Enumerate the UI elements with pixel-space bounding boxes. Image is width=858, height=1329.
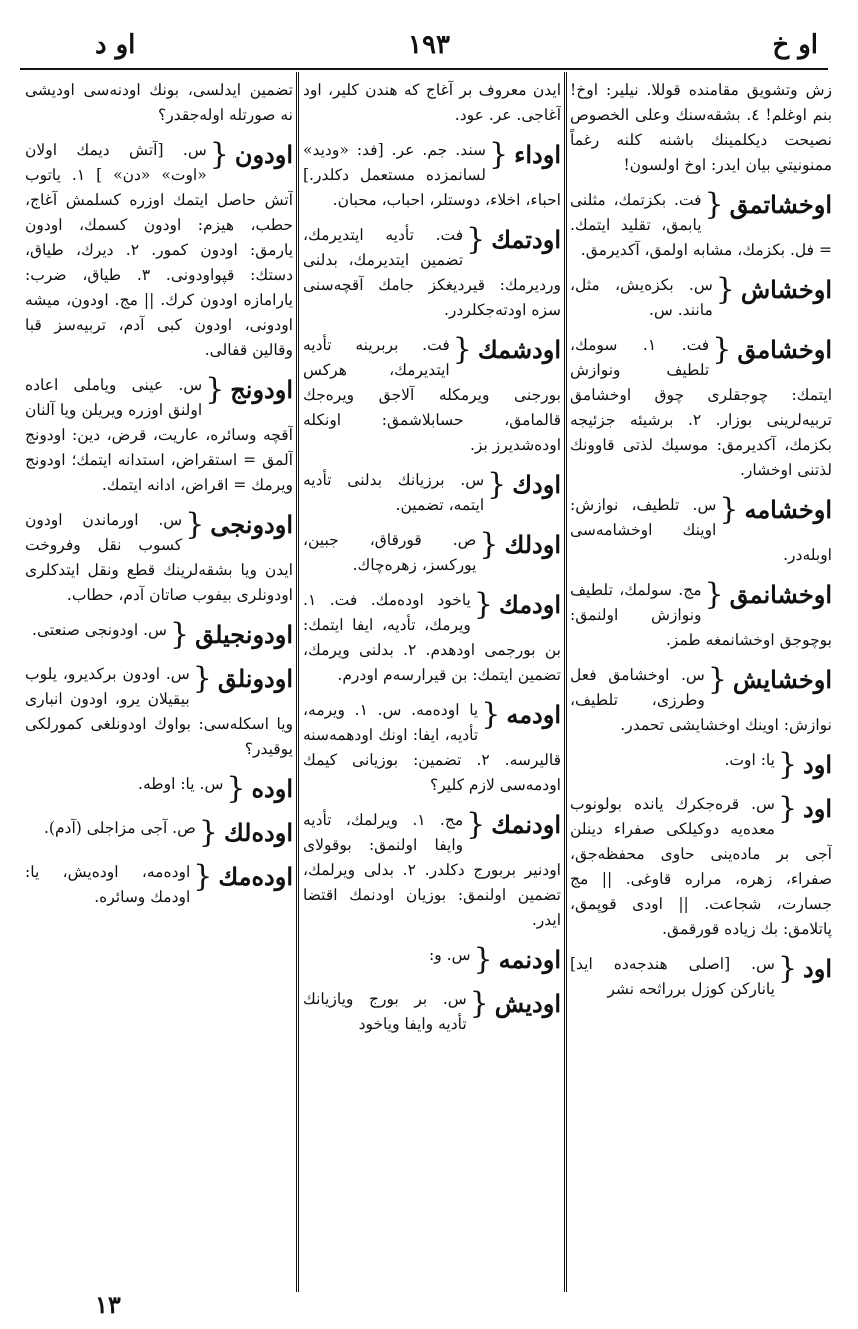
entry-brace: { — [466, 223, 486, 257]
header-right-guideword: او خ — [772, 30, 818, 60]
entry-definition: اوده‌مه، اوده‌يش، يا: اودمك وسائره. — [25, 863, 191, 906]
header-page-number: ١٩٣ — [408, 30, 450, 60]
entry-definition: ايدن معروف بر آغاج كه هندن كلير، اود آغاجى. عر. عود. — [303, 81, 561, 124]
column-middle — [303, 78, 561, 1279]
header-left-guideword: او د — [95, 30, 136, 60]
entry-definition: س. اورماندن اودون كسوب نقل وفروخت ايدن ويا بشقه‌لرينك قطع ونقل ايتدكلرى اودونلرى بيفوب صاتان آدم، حطاب. — [25, 511, 293, 604]
entry-headword: اوخشامق — [737, 335, 832, 364]
entry-definition: سند. جم. عر. [فد: «وديد» لسانمزده مستعمل دكلدر.] احباء، اخلاء، دوستلر، احباب، محبان. — [303, 141, 561, 209]
entry-definition: فت. تأديه ايتديرمك، تضمين ايتديرمك، بدلنى ورديرمك: قيرديغكز جامك آقچه‌سنى سزه اودته‌جكلردر. — [303, 226, 561, 319]
dictionary-entry — [570, 273, 832, 323]
entry-brace: { — [707, 663, 727, 697]
entry-definition: يا اوده‌مه. س. ١. ويرمه، تأديه، ايفا: اونك اودهمه‌سنه قاليرسه. ٢. تضمين: بوزيانى كيمك اودمه‌سى لازم كلير؟ — [303, 701, 561, 794]
entry-brace: { — [777, 748, 798, 782]
header-rule — [20, 68, 828, 70]
entry-brace: { — [704, 188, 724, 222]
dictionary-entry — [303, 943, 561, 977]
dictionary-entry — [570, 493, 832, 568]
entry-brace: { — [185, 508, 205, 542]
entry-headword: اودنمك — [491, 810, 561, 839]
entry-brace: { — [473, 943, 493, 977]
entry-definition: س. [آتش ديمك اولان «اوت» «دن» ] ١. ياتوب آتش حاصل ايتمك اوزره كسلمش آغاج، حطب، هيزم: اودون كسمك، اودون يارمق: اودون كمور. ٢. ديرك، طياق، دستك: قپواودونى. ٣. طياق، ضرب: يارامازه اودون كرك. || مج. اودون، ميشه اودونى، اودون كبى آدم، تربيه‌سز قبا وقالين قفالى. — [25, 141, 293, 359]
entry-brace: { — [205, 373, 225, 407]
dictionary-entry — [303, 808, 561, 933]
entry-headword: اوخشايش — [732, 665, 832, 694]
entry-headword: اوخشاتمق — [729, 190, 832, 219]
entry-definition: س. قره‌جكرك يانده بولونوب معده‌يه دوكيلكى صفراء دينلن آجى بر ماده‌ينى حاوى محفظه‌جق، صفراء، زهره، مراره قاوغى. || مج جسارت، شجاعت. || اودى قوپمق، پاتلامق: بك زياده قورقمق. — [570, 795, 832, 938]
dictionary-entry — [303, 138, 561, 213]
dictionary-entry — [25, 772, 293, 806]
entry-headword: اودونجيلق — [195, 620, 293, 649]
entry-headword: اودك — [512, 470, 561, 499]
dictionary-entry — [25, 78, 293, 128]
entry-definition: ص. قورقاق، جبين، يوركسز، زهره‌چاك. — [303, 531, 477, 574]
entry-brace: { — [192, 662, 212, 696]
entry-definition: س. اودون بركديرو، يلوب بيقيلان يرو، اودون انبارى ويا اسكله‌سى: بواوك اودونلغى كمورلكى يوقيدر؟ — [25, 665, 293, 758]
entry-headword: اودمه — [506, 700, 561, 729]
entry-headword: اوده‌مك — [218, 862, 293, 891]
entry-definition: تضمين ايدلسى، بونك اودنه‌سى اوديشى نه صورتله اوله‌جقدر؟ — [25, 81, 293, 124]
entry-definition: مج. ١. ويرلمك، تأديه وايفا اولنمق: بوقولاى اودنير بربورج دكلدر. ٢. بدلى ويرلمك، تضمين اولنمق: بوزيان اودنمك اقتضا ايدر. — [303, 811, 561, 929]
entry-headword: اودونلق — [217, 664, 293, 693]
entry-headword: اودونج — [230, 375, 293, 404]
entry-brace: { — [226, 772, 246, 806]
dictionary-entry — [570, 748, 832, 782]
entry-brace: { — [489, 138, 509, 172]
dictionary-entry — [25, 508, 293, 608]
entry-headword: اودمك — [498, 590, 561, 619]
dictionary-entry — [570, 663, 832, 738]
entry-brace: { — [777, 792, 798, 826]
dictionary-entry — [303, 468, 561, 518]
entry-headword: اودنمه — [498, 945, 561, 974]
entry-definition: س. [اصلى هندجه‌ده ايد] ياناركن كوزل برراثحه نشر — [570, 955, 775, 998]
entry-headword: اودتمك — [491, 225, 561, 254]
dictionary-entry — [570, 952, 832, 1002]
dictionary-entry — [303, 698, 561, 798]
entry-headword: اوداء — [514, 140, 561, 169]
entry-definition: س. و: — [429, 946, 471, 964]
entry-definition: فت. ١. سومك، تلطيف ونوازش ايتمك: چوجقلرى چوق اوخشامق تربيه‌لرينى بوزار. ٢. برشيئه جزئيجه بكزمك، آكديرمق: موسيك لذتى قاوونك لذتنى اوخشار. — [570, 336, 832, 479]
entry-definition: فت. بربرينه تأديه ايتديرمك، هركس بورجنى ويرمكله آلاجق ويره‌جك قالمامق، حسابلاشمق: اونكله اوده‌شديرز بز. — [303, 336, 561, 454]
entry-definition: س. اوخشامق فعل وطرزى، تلطيف، نوازش: اوينك اوخشايشى تحمدر. — [570, 666, 832, 734]
entry-headword: اوخشانمق — [729, 580, 832, 609]
entry-definition: مج. سولمك، تلطيف ونوازش اولنمق: بوچوجق اوخشانمغه طمز. — [570, 581, 832, 649]
entry-definition: فت. بكزتمك، مثلنى يابمق، تقليد ايتمك. = فل. بكزمك، مشابه اولمق، آكديرمق. — [570, 191, 832, 259]
entry-headword: اودون — [234, 140, 293, 169]
entry-definition: زش وتشويق مقامنده قوللا. نيلير: اوخ! بنم اوغلم! ٤. بشقه‌سنك وعلى الخصوص نصيحت ديكلمينك باشنه كلنه رغماً ممنونيتي بيان ايدر: اوخ اولسون! — [570, 81, 832, 174]
entry-headword: اوخشاش — [740, 275, 832, 304]
entry-brace: { — [198, 816, 218, 850]
entry-headword: اودلك — [504, 530, 561, 559]
column-left — [25, 78, 293, 1279]
dictionary-entry — [303, 528, 561, 578]
entry-definition: ص. آجى مزاجلى (آدم). — [43, 819, 196, 837]
dictionary-entry — [25, 816, 293, 850]
entry-definition: س. بكزه‌يش، مثل، مانند. س. — [570, 276, 713, 319]
dictionary-entry — [25, 662, 293, 762]
entry-headword: اوخشامه — [744, 495, 832, 524]
entry-definition: يا: اوت. — [724, 751, 775, 769]
dictionary-entry — [303, 588, 561, 688]
dictionary-entry — [570, 78, 832, 178]
entry-headword: اودونجى — [210, 510, 293, 539]
entry-brace: { — [169, 618, 190, 652]
entry-brace: { — [452, 333, 472, 367]
entry-definition: س. اودونجى صنعتى. — [32, 621, 167, 639]
dictionary-entry — [25, 860, 293, 910]
entry-headword: اودشمك — [477, 335, 561, 364]
dictionary-entry — [303, 333, 561, 458]
entry-headword: اوده — [251, 774, 293, 803]
entry-headword: اوده‌لك — [223, 818, 293, 847]
entry-definition: س. بر بورج ويازيانك تأديه وايفا وياخود — [303, 990, 467, 1033]
entry-definition: س. عينى وياملى اعاده اولنق اوزره ويريلن ويا آلنان آقچه وسائره، عاريت، قرض، دين: اودونج آلمق = استقراض، استدانه ايتمك؛ اودونج ويرمك = اقراض، ادانه ايتمك. — [25, 376, 293, 494]
dictionary-entry — [570, 578, 832, 653]
entry-brace: { — [712, 333, 732, 367]
dictionary-entry — [25, 618, 293, 652]
column-divider-left — [296, 72, 303, 1292]
dictionary-entry — [570, 188, 832, 263]
entry-brace: { — [777, 952, 798, 986]
entry-brace: { — [487, 468, 507, 502]
entry-brace: { — [469, 987, 489, 1021]
column-right — [570, 78, 832, 1279]
entry-definition: س. تلطيف، نوازش: اوينك اوخشامه‌سى اوبله‌در. — [570, 496, 832, 564]
entry-headword: اود — [803, 750, 832, 779]
dictionary-entry — [570, 333, 832, 483]
entry-headword: اود — [803, 794, 832, 823]
entry-brace: { — [715, 273, 735, 307]
entry-brace: { — [479, 528, 499, 562]
dictionary-entry — [570, 792, 832, 942]
footer-signature-number: ١٣ — [95, 1290, 121, 1319]
entry-headword: اود — [803, 954, 832, 983]
dictionary-entry — [303, 223, 561, 323]
dictionary-entry — [303, 987, 561, 1037]
entry-brace: { — [193, 860, 213, 894]
entry-brace: { — [209, 138, 229, 172]
entry-brace: { — [473, 588, 493, 622]
dictionary-entry — [25, 373, 293, 498]
entry-brace: { — [719, 493, 739, 527]
dictionary-entry — [25, 138, 293, 363]
entry-definition: ياخود اوده‌مك. فت. ١. ويرمك، تأديه، ايفا ايتمك: بن بورجمى اودهدم. ٢. بدلنى ويرمك، تضمين ايتمك: بن قيرارسه‌م اودرم. — [303, 591, 561, 684]
entry-brace: { — [704, 578, 724, 612]
entry-brace: { — [466, 808, 486, 842]
entry-brace: { — [481, 698, 501, 732]
entry-headword: اوديش — [494, 989, 561, 1018]
entry-definition: س. برزيانك بدلنى تأديه ايتمه، تضمين. — [303, 471, 485, 514]
dictionary-entry — [303, 78, 561, 128]
entry-definition: س. يا: اوطه. — [138, 775, 224, 793]
